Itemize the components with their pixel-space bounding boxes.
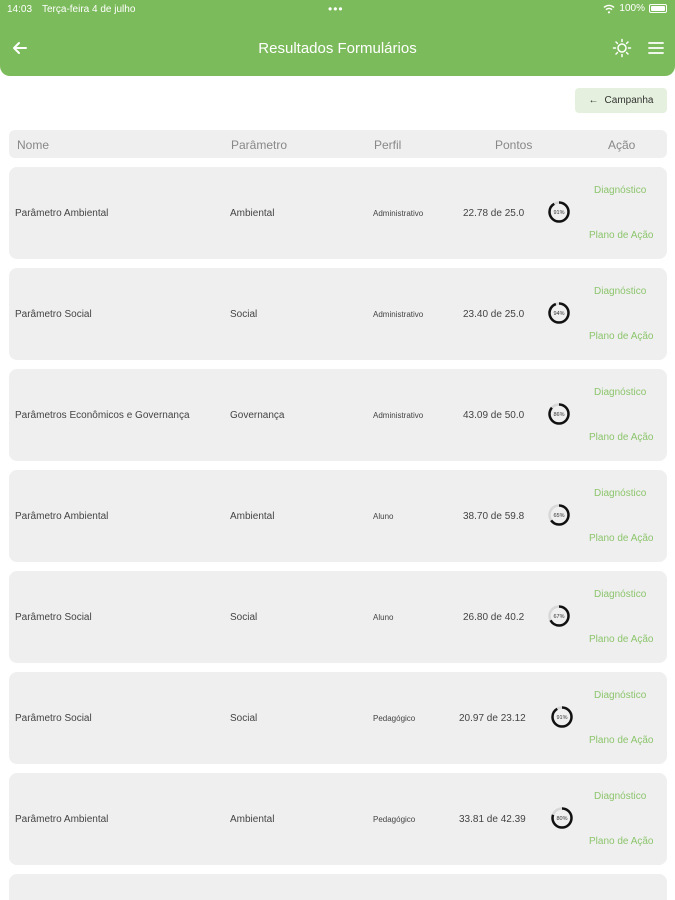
- row-perfil: Aluno: [373, 512, 394, 521]
- diagnostic-link[interactable]: Diagnóstico: [594, 791, 647, 802]
- column-header-pontos: Pontos: [495, 138, 533, 152]
- row-pontos: 20.97 de 23.12: [459, 713, 526, 724]
- progress-ring: [547, 200, 571, 224]
- row-perfil: Aluno: [373, 613, 394, 622]
- row-nome: Parâmetro Social: [15, 713, 92, 724]
- diagnostic-link[interactable]: Diagnóstico: [594, 286, 647, 297]
- column-header-perfil: Perfil: [374, 138, 402, 152]
- action-plan-link[interactable]: Plano de Ação: [589, 634, 654, 645]
- row-parametro: Ambiental: [230, 814, 275, 825]
- progress-percent-label: 94%: [553, 311, 565, 317]
- diagnostic-link[interactable]: Diagnóstico: [594, 690, 647, 701]
- progress-ring: [547, 402, 571, 426]
- row-nome: Parâmetro Social: [15, 309, 92, 320]
- table-row: [9, 773, 667, 865]
- row-perfil: Administrativo: [373, 411, 424, 420]
- row-nome: Parâmetro Social: [15, 612, 92, 623]
- page-title: Resultados Formulários: [258, 40, 417, 57]
- table-row: [9, 369, 667, 461]
- row-perfil: Administrativo: [373, 209, 424, 218]
- progress-ring: [547, 503, 571, 527]
- campaign-button-label: Campanha: [604, 95, 654, 106]
- action-plan-link[interactable]: Plano de Ação: [589, 836, 654, 847]
- row-parametro: Social: [230, 713, 258, 724]
- table-row: [9, 672, 667, 764]
- table-row: [9, 874, 667, 900]
- app-header: [0, 0, 675, 76]
- diagnostic-link[interactable]: Diagnóstico: [594, 185, 647, 196]
- row-perfil: Pedagógico: [373, 714, 416, 723]
- progress-percent-label: 67%: [553, 614, 565, 620]
- table-header: [9, 130, 667, 158]
- progress-percent-label: 65%: [553, 513, 565, 519]
- row-perfil: Pedagógico: [373, 815, 416, 824]
- diagnostic-link[interactable]: Diagnóstico: [594, 387, 647, 398]
- row-perfil: Administrativo: [373, 310, 424, 319]
- status-date: Terça-feira 4 de julho: [42, 4, 136, 15]
- table-row: [9, 470, 667, 562]
- row-pontos: 23.40 de 25.0: [463, 309, 525, 320]
- menu-icon[interactable]: [647, 39, 665, 57]
- row-nome: Parâmetro Ambiental: [15, 814, 109, 825]
- progress-percent-label: 91%: [553, 210, 565, 216]
- row-parametro: Ambiental: [230, 511, 275, 522]
- progress-ring: [547, 604, 571, 628]
- diagnostic-link[interactable]: Diagnóstico: [594, 488, 647, 499]
- multitask-dots[interactable]: •••: [328, 2, 344, 16]
- column-header-acao: Ação: [608, 138, 636, 152]
- row-parametro: Social: [230, 612, 258, 623]
- progress-percent-label: 86%: [553, 412, 565, 418]
- battery-percent: 100%: [619, 3, 645, 14]
- row-parametro: Governança: [230, 410, 285, 421]
- progress-ring: [550, 806, 574, 830]
- status-right: [603, 3, 667, 14]
- row-nome: Parâmetros Econômicos e Governança: [15, 410, 190, 421]
- sun-icon[interactable]: [612, 38, 632, 58]
- table-row: [9, 167, 667, 259]
- action-plan-link[interactable]: Plano de Ação: [589, 432, 654, 443]
- row-pontos: 22.78 de 25.0: [463, 208, 525, 219]
- progress-percent-label: 91%: [556, 715, 568, 721]
- wifi-icon: [603, 4, 615, 14]
- action-plan-link[interactable]: Plano de Ação: [589, 331, 654, 342]
- action-plan-link[interactable]: Plano de Ação: [589, 533, 654, 544]
- action-plan-link[interactable]: Plano de Ação: [589, 735, 654, 746]
- progress-ring: [550, 705, 574, 729]
- progress-percent-label: 80%: [556, 816, 568, 822]
- campaign-button[interactable]: [575, 88, 667, 113]
- diagnostic-link[interactable]: Diagnóstico: [594, 589, 647, 600]
- row-nome: Parâmetro Ambiental: [15, 208, 109, 219]
- status-time: 14:03: [7, 4, 33, 15]
- column-header-nome: Nome: [17, 138, 50, 152]
- row-pontos: 33.81 de 42.39: [459, 814, 526, 825]
- status-bar: [0, 0, 675, 20]
- row-parametro: Ambiental: [230, 208, 275, 219]
- arrow-left-icon: ←: [588, 95, 599, 106]
- column-header-parametro: Parâmetro: [231, 138, 288, 152]
- table-row: [9, 571, 667, 663]
- row-parametro: Social: [230, 309, 258, 320]
- row-pontos: 26.80 de 40.2: [463, 612, 525, 623]
- row-nome: Parâmetro Ambiental: [15, 511, 109, 522]
- row-pontos: 43.09 de 50.0: [463, 410, 525, 421]
- battery-icon: [649, 4, 667, 13]
- table-row: [9, 268, 667, 360]
- progress-ring: [547, 301, 571, 325]
- action-plan-link[interactable]: Plano de Ação: [589, 230, 654, 241]
- row-pontos: 38.70 de 59.8: [463, 511, 525, 522]
